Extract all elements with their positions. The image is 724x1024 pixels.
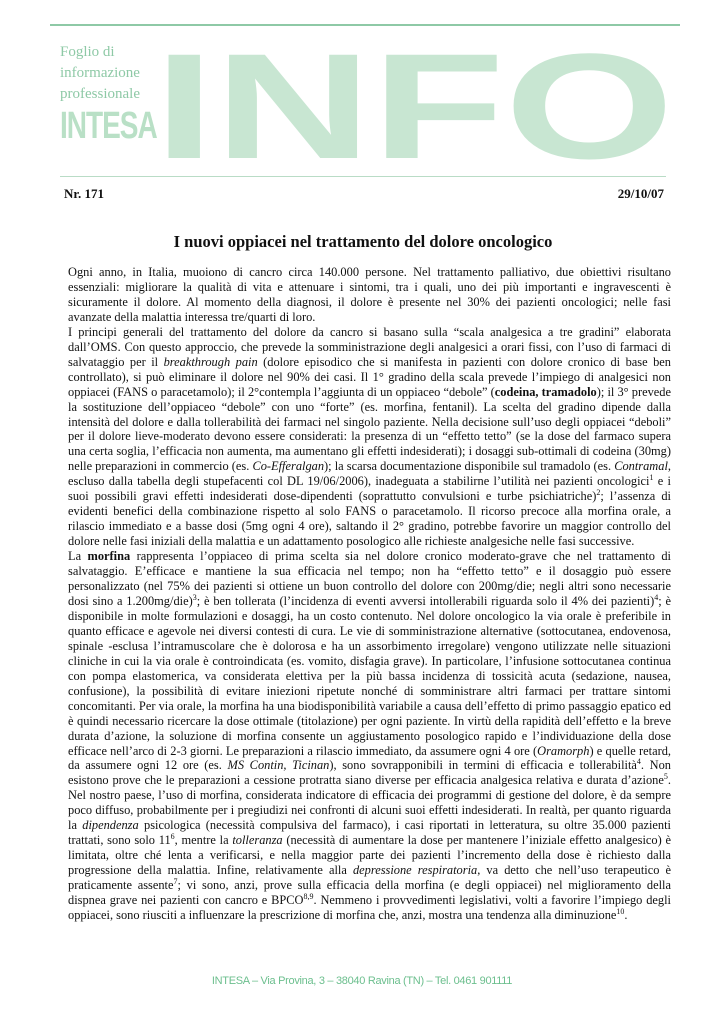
- header-divider: [60, 176, 666, 177]
- info-banner-text: INFO: [154, 34, 674, 164]
- masthead: [52, 34, 680, 164]
- issue-number: Nr. 171: [64, 186, 104, 201]
- footnote-ref: 6: [170, 832, 175, 842]
- footnote-ref: 2: [596, 488, 601, 498]
- subtitle-line: Foglio di: [60, 44, 115, 60]
- issue-date: 29/10/07: [617, 186, 664, 201]
- footnote-ref: 8,9: [303, 891, 314, 901]
- top-rule: [50, 24, 680, 26]
- footnote-ref: 3: [192, 592, 197, 602]
- intesa-logo: INTESA: [60, 104, 157, 146]
- article-body: [68, 265, 671, 923]
- article-title: I nuovi oppiacei nel trattamento del dolore oncologico: [173, 232, 553, 251]
- footnote-ref: 5: [663, 772, 668, 782]
- subtitle-line: professionale: [60, 86, 140, 102]
- footnote-ref: 1: [649, 473, 654, 483]
- footnote-ref: 10: [616, 906, 625, 916]
- footnote-ref: 4: [636, 757, 641, 767]
- paragraph: I principi generali del trattamento del dolore da cancro si basano sulla “scala analgesica a tre gradini” elaborata dall’OMS. Con questo approccio, che prevede la somministrazione degli analgesici a orari fissi, con l’uso di farmaci di salvataggio per il breakthrough pain (dolore episodico che si manifesta in pazienti con dolore cronico di base ben controllato), si può eliminare il dolore nel 90% dei casi. Il 1° gradino della scala prevede l’impiego di analgesici non oppiacei (FANS o paracetamolo); il 2°contempla l’aggiunta di un oppiaceo “debole” (codeina, tramadolo); il 3° prevede la sostituzione dell’oppiaceo “debole” con uno “forte” (es. morfina, fentanil). La scelta del gradino dipende dalla intensità del dolore e dalla tollerabilità dei farmaci nel singolo paziente. Nella decisione sull’uso degli oppiacei “deboli” per il dolore lieve-moderato devono essere considerati: la presenza di un “effetto tetto” (se la dose del farmaco supera una certa soglia, l’efficacia non aumenta, ma aumentano gli effetti indesiderati); i dosaggi sub-ottimali di codeina (30mg) nelle preparazioni in commercio (es. Co-Efferalgan); la scarsa documentazione disponibile sul tramadolo (es. Contramal, escluso dalla tabella degli stupefacenti col DL 19/06/2006), inadeguata a stabilirne l’utilità nei pazienti oncologici$^1$ e i suoi possibili gravi effetti indesiderati dose-dipendenti (soprattutto convulsioni e turbe psichiatriche)$^2$; l’assenza di evidenti benefici della combinazione rispetto al solo FANS o paracetamolo. Il ricorso precoce alla morfina orale, a rilascio immediato e a basse dosi (5mg ogni 4 ore), saltando il 2° gradino, potrebbe favorire un maggior controllo del dolore nelle fasi iniziali della malattia e un adattamento posologico alle richieste analgesiche nelle fasi successive.: [68, 324, 672, 549]
- paragraph: Ogni anno, in Italia, muoiono di cancro circa 140.000 persone. Nel trattamento palliativo, due obiettivi risultano essenziali: migliorare la qualità di vita e attenuare i sintomi, tra i quali, uno dei più importanti e ingravescenti è sicuramente il dolore. Al momento della diagnosi, il dolore è presente nel 30% dei pazienti oncologici; nelle fasi avanzate della malattia interessa tre/quarti di loro.: [68, 265, 671, 324]
- info-banner: [154, 34, 680, 164]
- footnote-ref: 7: [173, 876, 178, 886]
- footer-address: INTESA – Via Provina, 3 – 38040 Ravina (TN) – Tel. 0461 901111: [211, 975, 513, 987]
- paragraph: La morfina rappresenta l’oppiaceo di prima scelta sia nel dolore cronico moderato-grave che nel trattamento di salvataggio. E’efficace e mantiene la sua efficacia nel tempo; non ha “effetto tetto” e il dosaggio può essere personalizzato (nel 75% dei pazienti si ottiene un buon controllo del dolore con 200mg/die; negli altri sono necessarie dosi sino a 1.200mg/die)$^3$; è ben tollerata (l’incidenza di eventi avversi intollerabili riguarda solo il 4% dei pazienti)$^4$; è disponibile in molte formulazioni e dosaggi, ha un costo contenuto. Nel dolore oncologico la via orale è preferibile in quanto efficace e agevole nei diversi contesti di cura. Le vie di somministrazione alternative (sottocutanea, endovenosa, spinale -esclusa l’intramuscolare che è dolorosa e ha un assorbimento irregolare) vengono utilizzate nelle situazioni cliniche in cui la via orale è controindicata (es. vomito, disfagia grave). In particolare, l’infusione sottocutanea continua con pompa elastomerica, va considerata elettiva per la più bassa incidenza di tossicità acuta (sedazione, nausea, confusione), la possibilità di evitare iniezioni ripetute nonché di somministrare altri farmaci per trattare sintomi concomitanti. Per via orale, la morfina ha una biodisponibilità variabile a causa dell’effetto di primo passaggio epatico ed è quindi necessario ricercare la dose ottimale (titolazione) per ogni paziente. In virtù della rapidità dell’effetto e la breve durata d’azione, la soluzione di morfina consente un aggiustamento posologico rapido e l’individuazione della dose efficace nell’arco di 2-3 giorni. Le preparazioni a rilascio immediato, da assumere ogni 4 ore (Oramorph) e quelle retard, da assumere ogni 12 ore (es. MS Contin, Ticinan), sono sovrapponibili in termini di efficacia e tollerabilità$^4$. Non esistono prove che le preparazioni a cessione protratta siano diverse per efficacia analgesica relativa e durata d’azione$^5$. Nel nostro paese, l’uso di morfina, considerata indicatore di efficacia dei programmi di gestione del dolore, è da sempre poco diffuso, probabilmente per i pregiudizi nei confronti di alcuni suoi effetti indesiderati. In realtà, per quanto riguarda la dipendenza psicologica (necessità compulsiva del farmaco), i casi riportati in letteratura, su oltre 35.000 pazienti trattati, sono solo $11^6$, mentre la tolleranza (necessità di aumentare la dose per mantenere l’iniziale effetto analgesico) è limitata, oltre ché lenta a verificarsi, e nella maggior parte dei pazienti l’incremento della dose è richiesto dalla progressione della malattia. Infine, relativamente alla depressione respiratoria, va detto che nell’uso terapeutico è praticamente assente$^7$; vi sono, anzi, prove sulla efficacia della morfina (e degli oppiacei) nel miglioramento della dispnea grave nei pazienti con cancro e BPCO$^{8,9}$. Nemmeno i provvedimenti legislativi, volti a favorire l’impiego degli oppiacei, sono riusciti a influenzare la prescrizione di morfina che, anzi, mostra una tendenza alla diminuzione$^{10}$.: [68, 549, 672, 922]
- footnote-ref: 4: [654, 592, 659, 602]
- subtitle-line: informazione: [60, 65, 140, 81]
- masthead-subtitle: [60, 42, 160, 105]
